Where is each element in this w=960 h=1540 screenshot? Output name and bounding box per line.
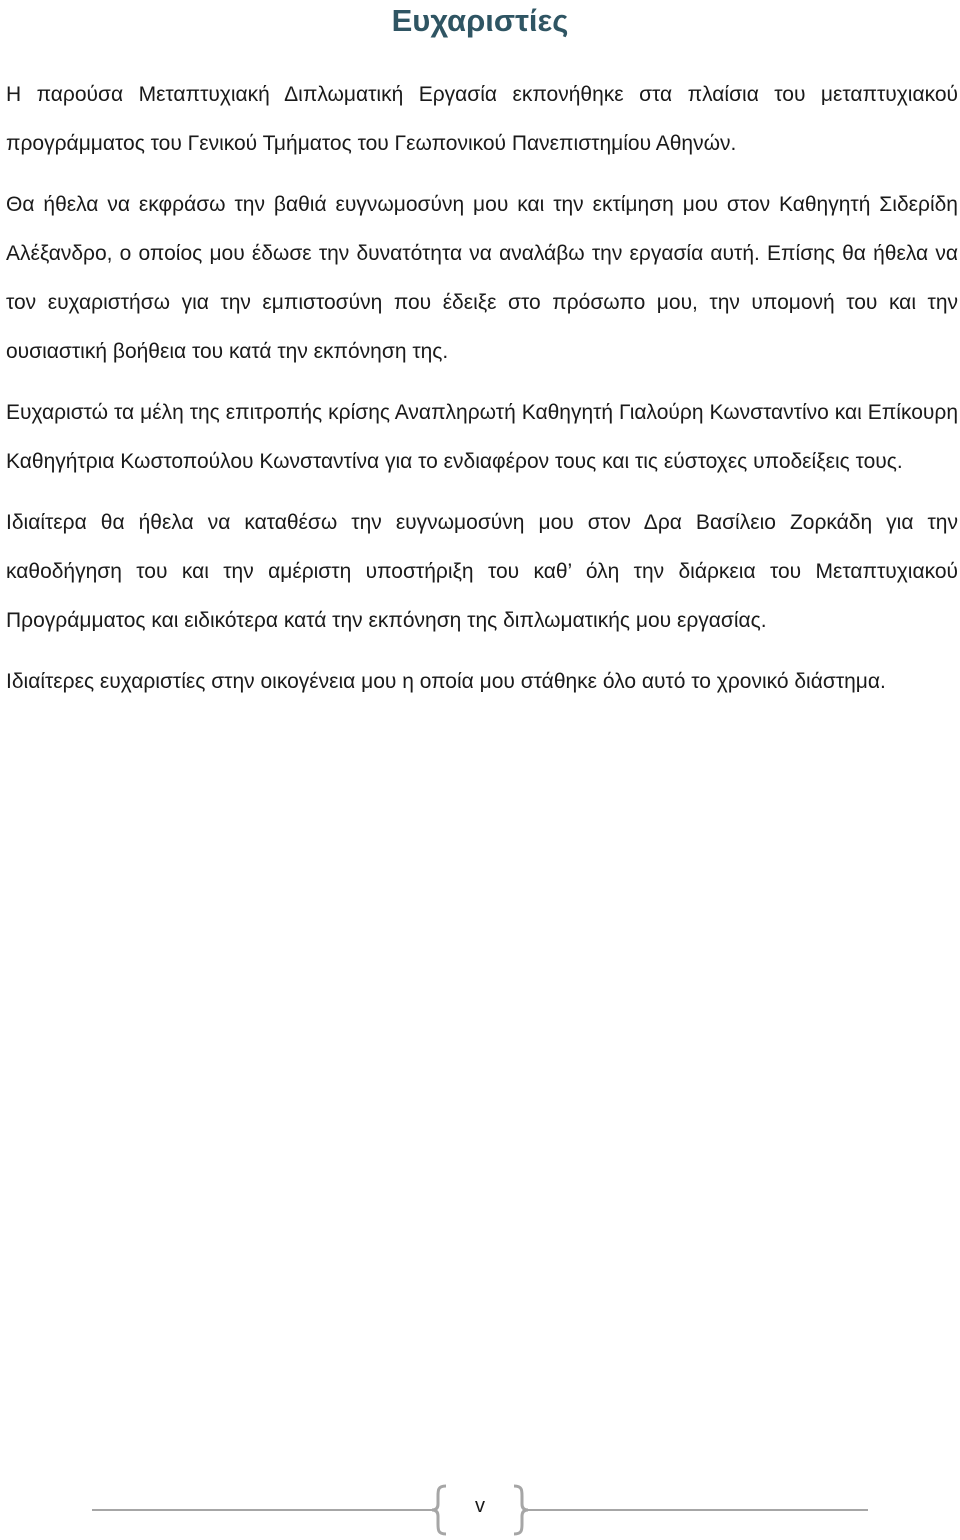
paragraph-3: Ευχαριστώ τα μέλη της επιτροπής κρίσης Αναπληρωτή Καθηγητή Γιαλούρη Κωνσταντίνο και Επίκουρη Καθηγήτρια Κωστοπούλου Κωνσταντίνα για το ενδιαφέρον τους και τις εύστοχες υποδείξεις τους.: [6, 401, 958, 473]
paragraph-1: Η παρούσα Μεταπτυχιακή Διπλωματική Εργασία εκπονήθηκε στα πλαίσια του μεταπτυχιακού προγράμματος του Γενικού Τμήματος του Γεωπονικού Πανεπιστημίου Αθηνών.: [6, 83, 958, 155]
footer-brace-left: [432, 1486, 446, 1534]
page-footer: [0, 1480, 960, 1540]
page-number: v: [475, 1495, 485, 1517]
paragraph-2: Θα ήθελα να εκφράσω την βαθιά ευγνωμοσύνη μου και την εκτίμηση μου στον Καθηγητή Σιδερίδη Αλέξανδρο, ο οποίος μου έδωσε την δυνατότητα να αναλάβω την εργασία αυτή. Επίσης θα ήθελα να τον ευχαριστήσω για την εμπιστοσύνη που έδειξε στο πρόσωπο μου, την υπομονή του και την ουσιαστική βοήθεια του κατά την εκπόνηση της.: [6, 193, 958, 363]
acknowledgements-body: [6, 70, 958, 718]
paragraph-5: Ιδιαίτερες ευχαριστίες στην οικογένεια μου η οποία μου στάθηκε όλο αυτό το χρονικό διάστημα.: [6, 670, 886, 693]
footer-brace-right: [514, 1486, 528, 1534]
paragraph-4: Ιδιαίτερα θα ήθελα να καταθέσω την ευγνωμοσύνη μου στον Δρα Βασίλειο Ζορκάδη για την καθοδήγηση του και την αμέριστη υποστήριξη του καθ’ όλη την διάρκεια του Μεταπτυχιακού Προγράμματος και ειδικότερα κατά την εκπόνηση της διπλωματικής μου εργασίας.: [6, 511, 958, 632]
page-title: Ευχαριστίες: [391, 3, 569, 38]
